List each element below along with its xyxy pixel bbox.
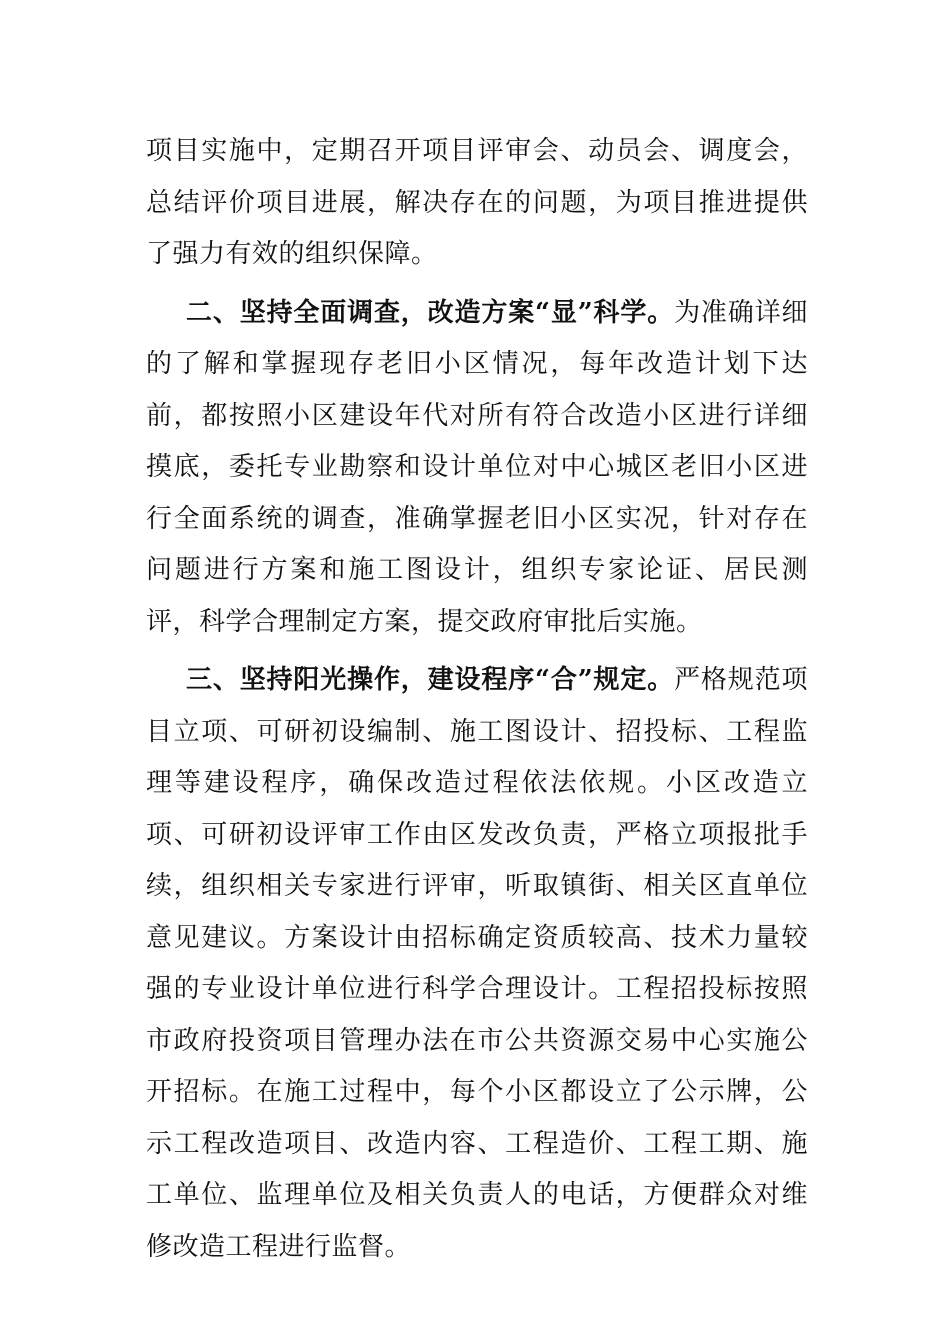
paragraph-body: 严格规范项目立项、可研初设编制、施工图设计、招投标、工程监理等建设程序，确保改造过程依法依规。小区改造立项、可研初设评审工作由区发改负责，严格立项报批手续，组织相关专家进行评审，听取镇街、相关区直单位意见建议。方案设计由招标确定资质较高、技术力量较强的专业设计单位进行科学合理设计。工程招投标按照市政府投资项目管理办法在市公共资源交易中心实施公开招标。在施工过程中，每个小区都设立了公示牌，公示工程改造项目、改造内容、工程造价、工程工期、施工单位、监理单位及相关负责人的电话，方便群众对维修改造工程进行监督。 [146, 665, 808, 1262]
paragraph-section-two [146, 288, 808, 649]
document-page [146, 126, 808, 1273]
paragraph-body: 为准确详细的了解和掌握现存老旧小区情况，每年改造计划下达前，都按照小区建设年代对所有符合改造小区进行详细摸底，委托专业勘察和设计单位对中心城区老旧小区进行全面系统的调查，准确掌握老旧小区实况，针对存在问题进行方案和施工图设计，组织专家论证、居民测评，科学合理制定方案，提交政府审批后实施。 [146, 297, 808, 637]
section-heading: 二、坚持全面调查，改造方案“显”科学。 [186, 297, 675, 328]
paragraph-body: 项目实施中，定期召开项目评审会、动员会、调度会，总结评价项目进展，解决存在的问题，为项目推进提供了强力有效的组织保障。 [146, 136, 808, 269]
section-heading: 三、坚持阳光操作，建设程序“合”规定。 [186, 665, 675, 695]
paragraph-continuation [146, 126, 808, 281]
paragraph-section-three [146, 655, 808, 1273]
